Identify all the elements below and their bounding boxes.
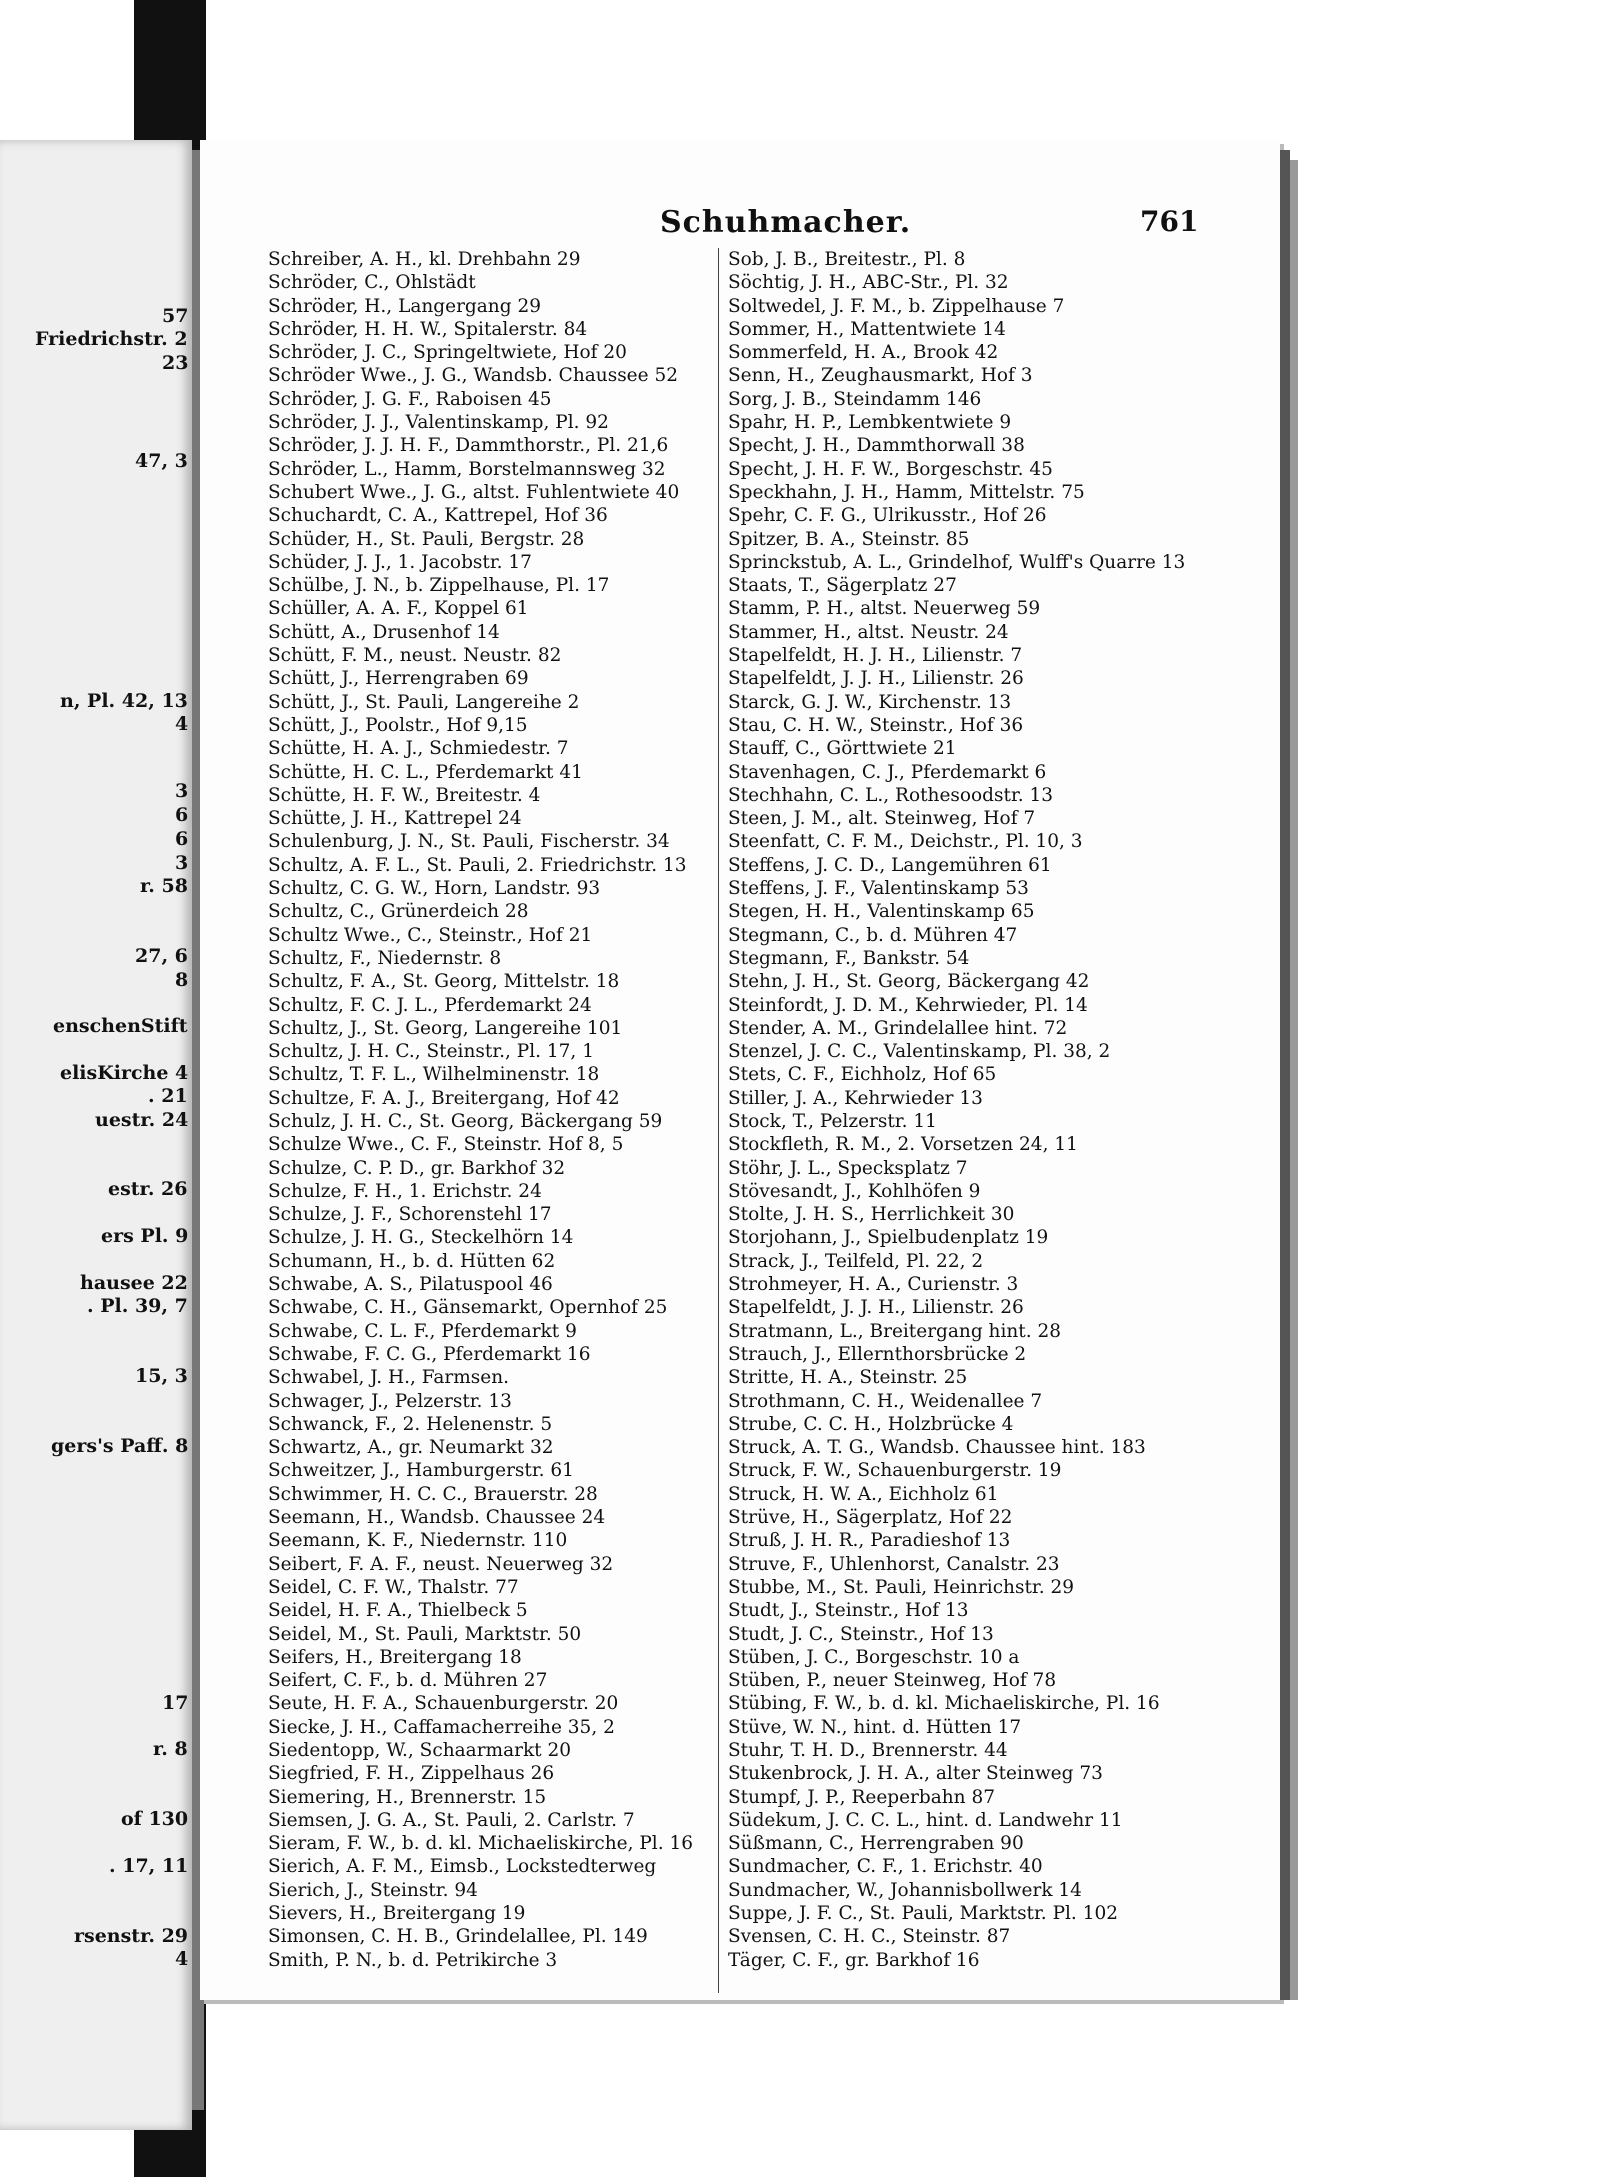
directory-entry: Seute, H. F. A., Schauenburgerstr. 20 (268, 1693, 619, 1715)
directory-entry: Schwanck, F., 2. Helenenstr. 5 (268, 1413, 553, 1435)
directory-entry: Sievers, H., Breitergang 19 (268, 1903, 526, 1925)
directory-entry: Schultz, F. C. J. L., Pferdemarkt 24 (268, 994, 592, 1016)
left-page-fragment: 4 (175, 1948, 189, 1970)
directory-entry: Steen, J. M., alt. Steinweg, Hof 7 (728, 808, 1036, 830)
directory-entry: Studt, J. C., Steinstr., Hof 13 (728, 1623, 994, 1645)
directory-entry: Täger, C. F., gr. Barkhof 16 (728, 1949, 980, 1971)
directory-entry: Sundmacher, W., Johannisbollwerk 14 (728, 1879, 1082, 1901)
directory-entry: Struck, F. W., Schauenburgerstr. 19 (728, 1460, 1062, 1482)
directory-entry: Schuchardt, C. A., Kattrepel, Hof 36 (268, 505, 608, 527)
directory-entry: Schütt, J., St. Pauli, Langereihe 2 (268, 691, 580, 713)
directory-entry: Stender, A. M., Grindelallee hint. 72 (728, 1017, 1068, 1039)
directory-entry: Studt, J., Steinstr., Hof 13 (728, 1600, 969, 1622)
directory-entry: Schumann, H., b. d. Hütten 62 (268, 1250, 556, 1272)
directory-entry: Stapelfeldt, J. J. H., Lilienstr. 26 (728, 668, 1024, 690)
directory-entry: Stratmann, L., Breitergang hint. 28 (728, 1320, 1062, 1342)
left-page-fragment: r. 58 (140, 875, 188, 897)
directory-entry: Starck, G. J. W., Kirchenstr. 13 (728, 691, 1012, 713)
left-page-fragment: uestr. 24 (95, 1109, 189, 1131)
directory-entry: Schütt, A., Drusenhof 14 (268, 621, 500, 643)
directory-entry: Stapelfeldt, J. J. H., Lilienstr. 26 (728, 1297, 1024, 1319)
left-page-fragment: r. 8 (153, 1738, 188, 1760)
left-page-fragment: elisKirche 4 (60, 1062, 189, 1084)
directory-entry: Schwabe, C. H., Gänsemarkt, Opernhof 25 (268, 1297, 668, 1319)
directory-entry: Schubert Wwe., J. G., altst. Fuhlentwiete 40 (268, 481, 680, 503)
entries-right-column (728, 248, 1208, 1972)
directory-entry: Schütt, J., Herrengraben 69 (268, 668, 529, 690)
directory-entry: Strüve, H., Sägerplatz, Hof 22 (728, 1507, 1013, 1529)
directory-entry: Stüve, W. N., hint. d. Hütten 17 (728, 1716, 1022, 1738)
directory-entry: Schwimmer, H. C. C., Brauerstr. 28 (268, 1483, 598, 1505)
directory-entry: Spitzer, B. A., Steinstr. 85 (728, 528, 970, 550)
directory-entry: Söchtig, J. H., ABC-Str., Pl. 32 (728, 272, 1009, 294)
directory-entry: Schüder, H., St. Pauli, Bergstr. 28 (268, 528, 585, 550)
directory-entry: Schütte, H. F. W., Breitestr. 4 (268, 784, 541, 806)
directory-entry: Schröder, J. G. F., Raboisen 45 (268, 388, 552, 410)
directory-entry: Smith, P. N., b. d. Petrikirche 3 (268, 1949, 558, 1971)
left-page-fragment: 3 (175, 780, 189, 802)
directory-entry: Schwartz, A., gr. Neumarkt 32 (268, 1437, 554, 1459)
directory-entry: Stauff, C., Görttwiete 21 (728, 738, 957, 760)
directory-entry: Schwabel, J. H., Farmsen. (268, 1367, 510, 1389)
left-page-fragment: estr. 26 (108, 1178, 188, 1200)
left-page-fragment: 8 (175, 969, 189, 991)
directory-entry: Schüller, A. A. F., Koppel 61 (268, 598, 529, 620)
left-page-fragment: 6 (175, 828, 189, 850)
directory-entry: Steffens, J. C. D., Langemühren 61 (728, 854, 1052, 876)
left-page-fragment: . 21 (148, 1085, 188, 1107)
directory-entry: Schultz Wwe., C., Steinstr., Hof 21 (268, 924, 593, 946)
left-page-fragment: n, Pl. 42, 13 (60, 690, 188, 712)
directory-entry: Stövesandt, J., Kohlhöfen 9 (728, 1180, 981, 1202)
left-page-fragment: 6 (175, 804, 189, 826)
directory-entry: Schröder, J. C., Springeltwiete, Hof 20 (268, 342, 627, 364)
left-page-fragment: hausee 22 (80, 1272, 188, 1294)
directory-entry: Stuhr, T. H. D., Brennerstr. 44 (728, 1740, 1008, 1761)
directory-entry: Schröder, H. H. W., Spitalerstr. 84 (268, 318, 588, 340)
page-heading: Schuhmacher. (660, 205, 912, 240)
directory-entry: Schulz, J. H. C., St. Georg, Bäckergang 59 (268, 1110, 663, 1132)
directory-entry: Schüder, J. J., 1. Jacobstr. 17 (268, 551, 532, 573)
left-page-fragment: 4 (175, 713, 189, 735)
directory-entry: Struß, J. H. R., Paradieshof 13 (728, 1530, 1011, 1552)
directory-entry: Stechhahn, C. L., Rothesoodstr. 13 (728, 784, 1054, 806)
directory-entry: Sorg, J. B., Steindamm 146 (728, 388, 982, 410)
left-page-fragment: 57 (162, 305, 189, 327)
left-page-fragment: Friedrichstr. 2 (35, 328, 188, 350)
directory-entry: Stolte, J. H. S., Herrlichkeit 30 (728, 1204, 1015, 1226)
directory-entry: Sierich, A. F. M., Eimsb., Lockstedterweg (268, 1856, 657, 1878)
directory-entry: Schütte, J. H., Kattrepel 24 (268, 808, 522, 830)
directory-entry: Strube, C. C. H., Holzbrücke 4 (728, 1413, 1014, 1435)
directory-entry: Schulze, C. P. D., gr. Barkhof 32 (268, 1157, 566, 1179)
directory-entry: Stock, T., Pelzerstr. 11 (728, 1110, 937, 1132)
directory-entry: Struck, A. T. G., Wandsb. Chaussee hint. 183 (728, 1437, 1146, 1459)
page-number: 761 (1140, 205, 1199, 238)
directory-entry: Stumpf, J. P., Reeperbahn 87 (728, 1786, 996, 1808)
directory-entry: Stehn, J. H., St. Georg, Bäckergang 42 (728, 971, 1090, 993)
left-page-fragment: 47, 3 (135, 450, 188, 472)
directory-entry: Schultze, F. A. J., Breitergang, Hof 42 (268, 1087, 620, 1109)
directory-entry: Suppe, J. F. C., St. Pauli, Marktstr. Pl. 102 (728, 1903, 1118, 1925)
left-page-fragment: gers's Paff. 8 (51, 1435, 189, 1457)
directory-entry: Schultz, C. G. W., Horn, Landstr. 93 (268, 878, 601, 900)
directory-entry: Simonsen, C. H. B., Grindelallee, Pl. 149 (268, 1926, 648, 1948)
directory-entry: Stegmann, F., Bankstr. 54 (728, 947, 970, 969)
left-page-fragment: 27, 6 (135, 945, 188, 967)
directory-entry: Stritte, H. A., Steinstr. 25 (728, 1367, 968, 1389)
directory-entry: Südekum, J. C. C. L., hint. d. Landwehr 11 (728, 1809, 1123, 1831)
directory-entry: Specht, J. H., Dammthorwall 38 (728, 435, 1025, 457)
directory-entry: Schröder, H., Langergang 29 (268, 295, 541, 317)
directory-entry: Stubbe, M., St. Pauli, Heinrichstr. 29 (728, 1576, 1075, 1598)
left-page-fragment: 3 (175, 852, 189, 874)
directory-entry: Schultz, F., Niedernstr. 8 (268, 947, 502, 969)
directory-entry: Seibert, F. A. F., neust. Neuerweg 32 (268, 1553, 614, 1575)
directory-entry: Siecke, J. H., Caffamacherreihe 35, 2 (268, 1716, 615, 1738)
directory-entry: Schultz, J. H. C., Steinstr., Pl. 17, 1 (268, 1041, 594, 1063)
left-page-fragment: rsenstr. 29 (74, 1925, 189, 1947)
directory-entry: Steenfatt, C. F. M., Deichstr., Pl. 10, 3 (728, 831, 1083, 853)
directory-entry: Soltwedel, J. F. M., b. Zippelhause 7 (728, 295, 1065, 317)
directory-entry: Schultz, A. F. L., St. Pauli, 2. Friedrichstr. 13 (268, 854, 687, 876)
left-page-fragment: . 17, 11 (109, 1855, 189, 1877)
directory-entry: Sprinckstub, A. L., Grindelhof, Wulff's Quarre 13 (728, 551, 1186, 573)
directory-entry: Schwager, J., Pelzerstr. 13 (268, 1390, 512, 1412)
directory-entry: Stiller, J. A., Kehrwieder 13 (728, 1087, 983, 1109)
directory-entry: Stübing, F. W., b. d. kl. Michaeliskirche, Pl. 16 (728, 1693, 1160, 1715)
directory-entry: Sierich, J., Steinstr. 94 (268, 1879, 478, 1901)
directory-entry: Stüben, J. C., Borgeschstr. 10 a (728, 1646, 1020, 1668)
directory-entry: Schultz, C., Grünerdeich 28 (268, 901, 529, 923)
directory-entry: Stukenbrock, J. H. A., alter Steinweg 73 (728, 1763, 1103, 1785)
directory-entry: Schulze, F. H., 1. Erichstr. 24 (268, 1180, 542, 1202)
directory-entry: Schulze Wwe., C. F., Steinstr. Hof 8, 5 (268, 1134, 624, 1156)
directory-entry: Schülbe, J. N., b. Zippelhause, Pl. 17 (268, 575, 610, 597)
directory-entry: Schröder Wwe., J. G., Wandsb. Chaussee 52 (268, 365, 678, 387)
directory-entry: Specht, J. H. F. W., Borgeschstr. 45 (728, 458, 1053, 480)
directory-entry: Schulze, J. H. G., Steckelhörn 14 (268, 1227, 574, 1249)
directory-entry: Storjohann, J., Spielbudenplatz 19 (728, 1227, 1049, 1249)
page-edge (1290, 160, 1298, 2000)
directory-entry: Steffens, J. F., Valentinskamp 53 (728, 878, 1029, 900)
directory-entry: Schulenburg, J. N., St. Pauli, Fischerstr. 34 (268, 831, 670, 853)
column-divider (718, 248, 719, 1993)
directory-entry: Stapelfeldt, H. J. H., Lilienstr. 7 (728, 645, 1023, 667)
left-page-fragment: 23 (162, 352, 189, 374)
entries-left-column (268, 248, 718, 1972)
directory-entry: Sieram, F. W., b. d. kl. Michaeliskirche, Pl. 16 (268, 1833, 694, 1855)
directory-entry: Svensen, C. H. C., Steinstr. 87 (728, 1926, 1011, 1948)
directory-entry: Sommerfeld, H. A., Brook 42 (728, 342, 999, 364)
directory-entry: Sommer, H., Mattentwiete 14 (728, 318, 1006, 340)
directory-entry: Schütte, H. C. L., Pferdemarkt 41 (268, 761, 583, 783)
directory-entry: Schröder, C., Ohlstädt (268, 272, 476, 294)
directory-entry: Siedentopp, W., Schaarmarkt 20 (268, 1740, 572, 1761)
directory-entry: Stenzel, J. C. C., Valentinskamp, Pl. 38, 2 (728, 1041, 1111, 1063)
directory-entry: Sob, J. B., Breitestr., Pl. 8 (728, 249, 966, 270)
directory-entry: Spahr, H. P., Lembkentwiete 9 (728, 412, 1012, 434)
left-page-fragment: of 130 (121, 1808, 189, 1830)
left-page-fragment: ers Pl. 9 (101, 1225, 189, 1247)
left-page-fragment: 17 (162, 1692, 189, 1714)
directory-entry: Seifert, C. F., b. d. Mühren 27 (268, 1670, 548, 1692)
directory-entry: Strothmann, C. H., Weidenallee 7 (728, 1390, 1043, 1412)
directory-entry: Stets, C. F., Eichholz, Hof 65 (728, 1064, 997, 1086)
directory-entry: Stöhr, J. L., Specksplatz 7 (728, 1157, 968, 1179)
directory-entry: Siemsen, J. G. A., St. Pauli, 2. Carlstr. 7 (268, 1809, 635, 1831)
directory-entry: Schwabe, A. S., Pilatuspool 46 (268, 1274, 553, 1296)
directory-entry: Seifers, H., Breitergang 18 (268, 1646, 522, 1668)
directory-entry: Siemering, H., Brennerstr. 15 (268, 1786, 547, 1808)
page-edge (1280, 150, 1290, 2000)
directory-entry: Schultz, J., St. Georg, Langereihe 101 (268, 1017, 623, 1039)
directory-entry: Seidel, C. F. W., Thalstr. 77 (268, 1576, 519, 1598)
directory-entry: Süßmann, C., Herrengraben 90 (728, 1833, 1024, 1855)
directory-entry: Senn, H., Zeughausmarkt, Hof 3 (728, 365, 1033, 387)
directory-entry: Struck, H. W. A., Eichholz 61 (728, 1483, 999, 1505)
directory-entry: Sundmacher, C. F., 1. Erichstr. 40 (728, 1856, 1043, 1878)
directory-entry: Stegen, H. H., Valentinskamp 65 (728, 901, 1035, 923)
directory-entry: Schulze, J. F., Schorenstehl 17 (268, 1204, 552, 1226)
directory-entry: Schütte, H. A. J., Schmiedestr. 7 (268, 738, 569, 760)
left-page (0, 140, 192, 2130)
directory-entry: Steinfordt, J. D. M., Kehrwieder, Pl. 14 (728, 994, 1088, 1016)
directory-entry: Schweitzer, J., Hamburgerstr. 61 (268, 1460, 574, 1482)
left-page-fragment: 15, 3 (135, 1365, 188, 1387)
directory-entry: Seemann, H., Wandsb. Chaussee 24 (268, 1507, 606, 1529)
directory-entry: Schröder, J. J., Valentinskamp, Pl. 92 (268, 412, 609, 434)
directory-entry: Strack, J., Teilfeld, Pl. 22, 2 (728, 1250, 984, 1272)
directory-entry: Staats, T., Sägerplatz 27 (728, 575, 957, 597)
directory-entry: Stavenhagen, C. J., Pferdemarkt 6 (728, 761, 1047, 783)
directory-entry: Stammer, H., altst. Neustr. 24 (728, 621, 1009, 643)
directory-entry: Strauch, J., Ellernthorsbrücke 2 (728, 1343, 1027, 1365)
directory-entry: Schütt, J., Poolstr., Hof 9,15 (268, 714, 528, 736)
directory-entry: Schreiber, A. H., kl. Drehbahn 29 (268, 249, 581, 270)
directory-entry: Struve, F., Uhlenhorst, Canalstr. 23 (728, 1553, 1060, 1575)
directory-entry: Stüben, P., neuer Steinweg, Hof 78 (728, 1670, 1057, 1692)
left-page-fragment: enschenStift (53, 1015, 188, 1037)
directory-entry: Schwabe, C. L. F., Pferdemarkt 9 (268, 1320, 577, 1342)
directory-entry: Speckhahn, J. H., Hamm, Mittelstr. 75 (728, 481, 1085, 503)
directory-entry: Seidel, M., St. Pauli, Marktstr. 50 (268, 1623, 582, 1645)
left-page-fragment: . Pl. 39, 7 (87, 1295, 188, 1317)
directory-entry: Schröder, J. J. H. F., Dammthorstr., Pl. 21,6 (268, 435, 669, 457)
directory-entry: Stamm, P. H., altst. Neuerweg 59 (728, 598, 1041, 620)
directory-entry: Seemann, K. F., Niedernstr. 110 (268, 1530, 568, 1552)
directory-entry: Schröder, L., Hamm, Borstelmannsweg 32 (268, 458, 666, 480)
directory-entry: Schütt, F. M., neust. Neustr. 82 (268, 645, 562, 667)
directory-entry: Seidel, H. F. A., Thielbeck 5 (268, 1600, 528, 1622)
directory-entry: Schwabe, F. C. G., Pferdemarkt 16 (268, 1343, 591, 1365)
directory-entry: Siegfried, F. H., Zippelhaus 26 (268, 1763, 555, 1785)
directory-entry: Spehr, C. F. G., Ulrikusstr., Hof 26 (728, 505, 1047, 527)
directory-entry: Stau, C. H. W., Steinstr., Hof 36 (728, 714, 1024, 736)
directory-entry: Stockfleth, R. M., 2. Vorsetzen 24, 11 (728, 1134, 1078, 1156)
directory-entry: Strohmeyer, H. A., Curienstr. 3 (728, 1274, 1019, 1296)
directory-entry: Schultz, T. F. L., Wilhelminenstr. 18 (268, 1064, 600, 1086)
directory-entry: Stegmann, C., b. d. Mühren 47 (728, 924, 1018, 946)
directory-entry: Schultz, F. A., St. Georg, Mittelstr. 18 (268, 971, 620, 993)
